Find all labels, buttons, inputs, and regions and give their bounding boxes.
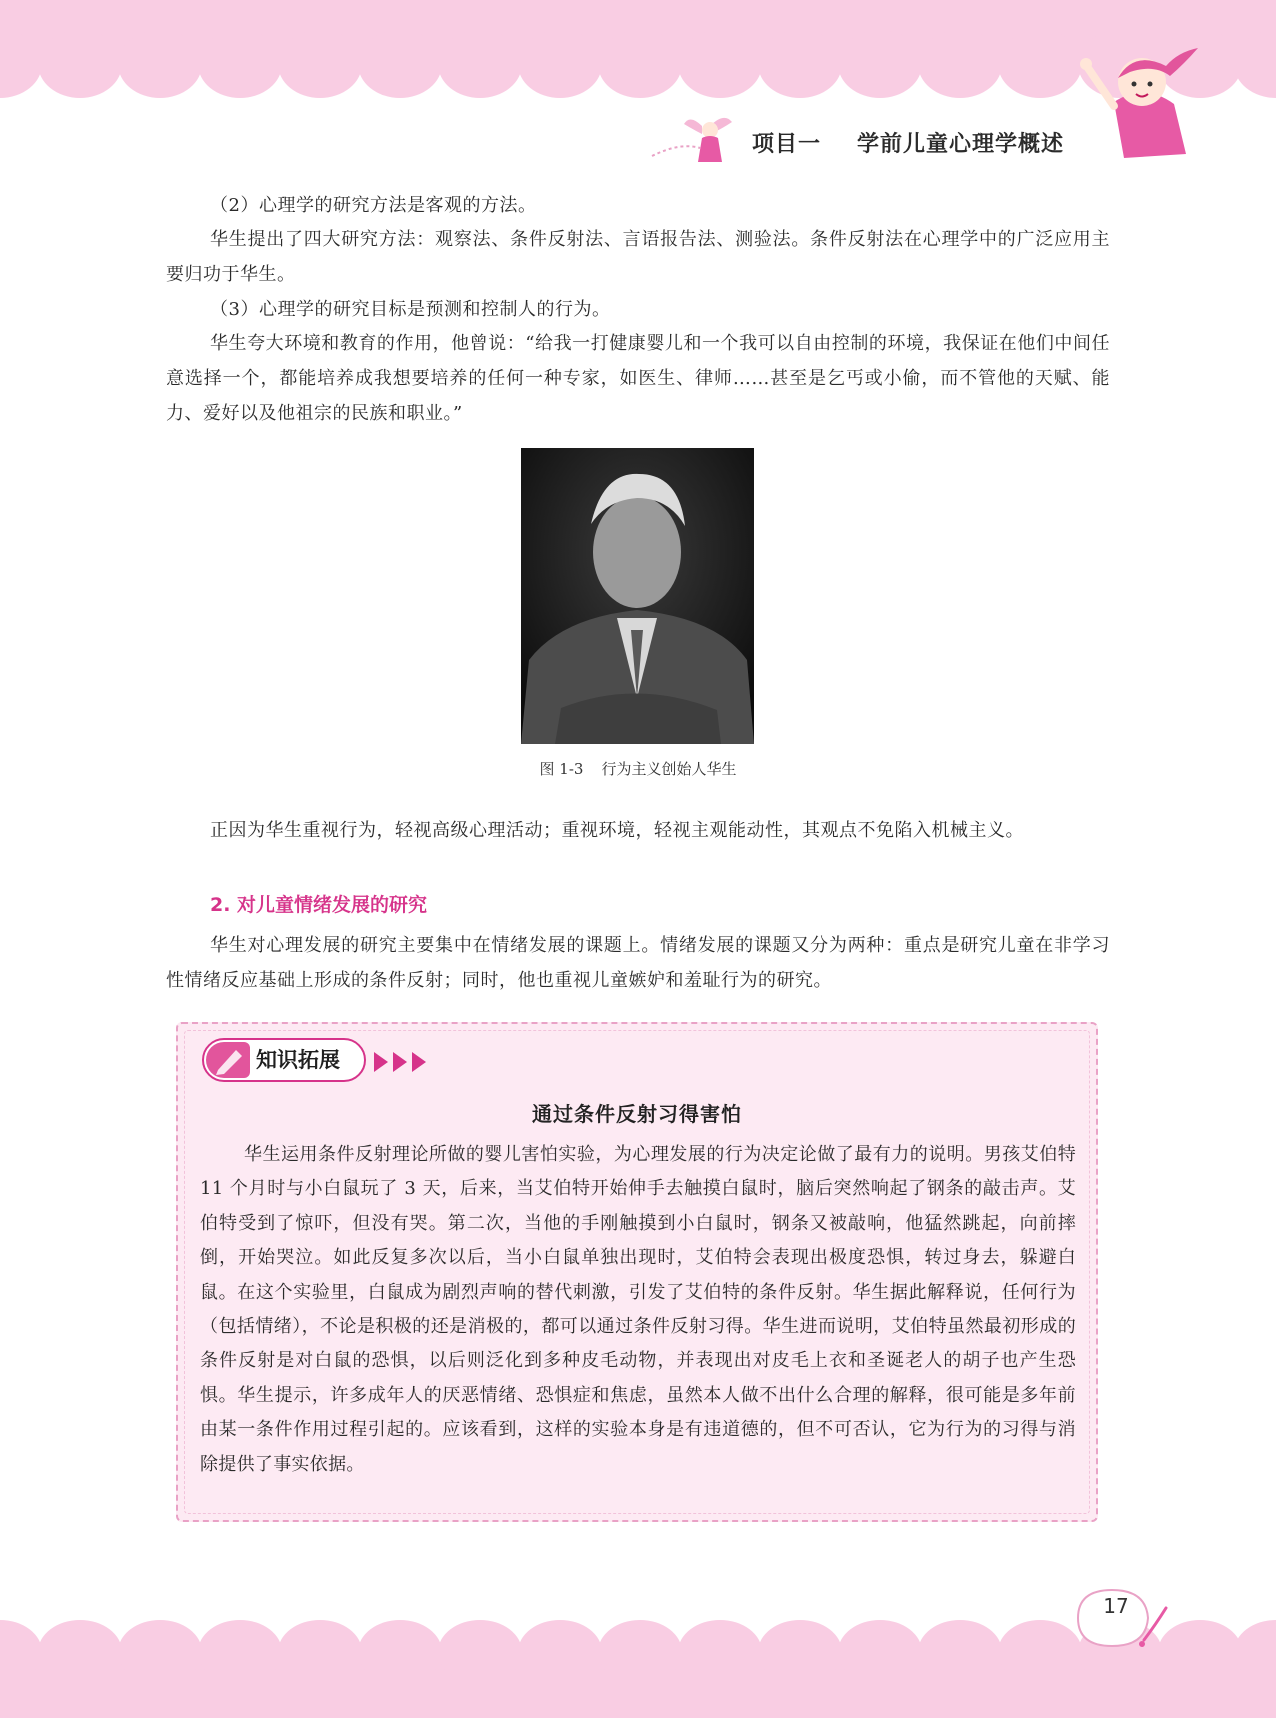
pencil-icon bbox=[206, 1042, 250, 1078]
paragraph-1: （2）心理学的研究方法是客观的方法。 bbox=[210, 195, 537, 216]
section-heading: 2. 对儿童情绪发展的研究 bbox=[210, 894, 428, 916]
figure-caption-text: 行为主义创始人华生 bbox=[601, 760, 737, 778]
knowledge-badge-label: 知识拓展 bbox=[256, 1048, 340, 1072]
knowledge-box-text: 华生运用条件反射理论所做的婴儿害怕实验，为心理发展的行为决定论做了最有力的说明。男孩艾伯特 11 个月时与小白鼠玩了 3 天，后来，当艾伯特开始伸手去触摸白鼠时，脑后突然响起了钢条的敲击声。艾伯特受到了惊吓，但没有哭。第二次，当他的手刚触摸到小白鼠时，钢条又被敲响，他猛然跳起，向前摔倒，开始哭泣。如此反复多次以后，当小白鼠单独出现时，艾伯特会表现出极度恐惧，转过身去，躲避白鼠。在这个实验里，白鼠成为剧烈声响的替代刺激，引发了艾伯特的条件反射。华生据此解释说，任何行为（包括情绪），不论是积极的还是消极的，都可以通过条件反射习得。华生进而说明，艾伯特虽然最初形成的条件反射是对白鼠的恐惧，以后则泛化到多种皮毛动物，并表现出对皮毛上衣和圣诞老人的胡子也产生恐惧。华生提示，许多成年人的厌恶情绪、恐惧症和焦虑，虽然本人做不出什么合理的解释，很可能是多年前由某一条件作用过程引起的。应该看到，这样的实验本身是有违道德的，但不可否认，它为行为的习得与消除提供了事实依据。 bbox=[200, 1144, 1076, 1475]
paragraph-3: （3）心理学的研究目标是预测和控制人的行为。 bbox=[210, 299, 611, 320]
header-chapter-title: 学前儿童心理学概述 bbox=[857, 132, 1065, 157]
watson-portrait-photo bbox=[521, 448, 754, 744]
paragraph-5: 正因为华生重视行为，轻视高级心理活动；重视环境，轻视主观能动性，其观点不免陷入机械主义。 bbox=[210, 820, 1024, 841]
paragraph-6: 华生对心理发展的研究主要集中在情绪发展的课题上。情绪发展的课题又分为两种：重点是研究儿童在非学习性情绪反应基础上形成的条件反射；同时，他也重视儿童嫉妒和羞耻行为的研究。 bbox=[166, 935, 1110, 991]
knowledge-badge bbox=[202, 1038, 366, 1082]
paragraph-2: 华生提出了四大研究方法：观察法、条件反射法、言语报告法、测验法。条件反射法在心理学中的广泛应用主要归功于华生。 bbox=[166, 229, 1110, 285]
paragraph-4: 华生夸大环境和教育的作用，他曾说：“给我一打健康婴儿和一个我可以自由控制的环境，我保证在他们中间任意选择一个，都能培养成我想要培养的任何一种专家，如医生、律师……甚至是乞丐或小偷，而不管他的天赋、能力、爱好以及他祖宗的民族和职业。” bbox=[166, 333, 1110, 424]
page-number: 17 bbox=[1103, 1594, 1129, 1618]
knowledge-box-title: 通过条件反射习得害怕 bbox=[532, 1102, 742, 1126]
triple-arrow-icon bbox=[374, 1050, 428, 1074]
figure-caption bbox=[450, 758, 826, 779]
fairy-icon bbox=[650, 112, 746, 170]
pencil-icon-shape bbox=[206, 1042, 250, 1078]
header-project: 项目一 bbox=[752, 132, 822, 157]
figure-number: 图 1-3 bbox=[539, 760, 584, 778]
running-header bbox=[752, 127, 1112, 161]
